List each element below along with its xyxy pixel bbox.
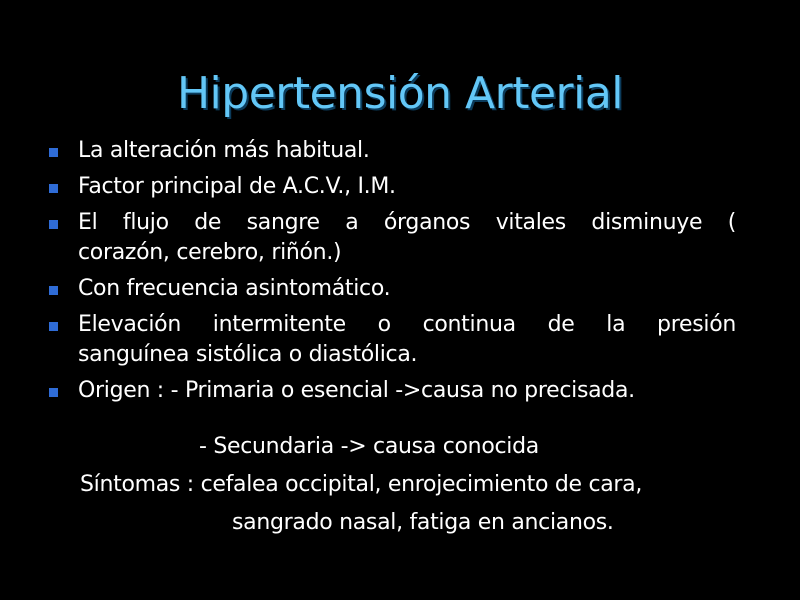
bullet-text: Con frecuencia asintomático.: [78, 276, 391, 301]
bullet-square-icon: [49, 220, 58, 229]
bullet-text-line: Elevación intermitente o continua de la presión: [78, 312, 736, 337]
bullet-text-line: sanguínea sistólica o diastólica.: [78, 342, 418, 367]
bullet-text: Origen : - Primaria o esencial ->causa no precisada.: [78, 378, 635, 403]
bullet-item: [46, 310, 736, 370]
bullet-list: [46, 136, 736, 412]
bullet-item: [46, 208, 736, 268]
continuation-line-secundaria: - Secundaria -> causa conocida: [199, 434, 539, 459]
bullet-square-icon: [49, 322, 58, 331]
bullet-text: La alteración más habitual.: [78, 138, 370, 163]
bullet-square-icon: [49, 388, 58, 397]
slide-title: Hipertensión Arterial: [176, 68, 624, 119]
bullet-item: [46, 136, 736, 166]
bullet-item: [46, 274, 736, 304]
bullet-text-line: El flujo de sangre a órganos vitales disminuye (: [78, 210, 736, 235]
bullet-text-line: corazón, cerebro, riñón.): [78, 240, 342, 265]
bullet-item: [46, 376, 736, 406]
continuation-line-sintomas: Síntomas : cefalea occipital, enrojecimiento de cara,: [80, 472, 643, 497]
bullet-item: [46, 172, 736, 202]
bullet-square-icon: [49, 286, 58, 295]
bullet-square-icon: [49, 184, 58, 193]
continuation-line-sangrado: sangrado nasal, fatiga en ancianos.: [232, 510, 614, 535]
bullet-square-icon: [49, 148, 58, 157]
bullet-text: Factor principal de A.C.V., I.M.: [78, 174, 396, 199]
